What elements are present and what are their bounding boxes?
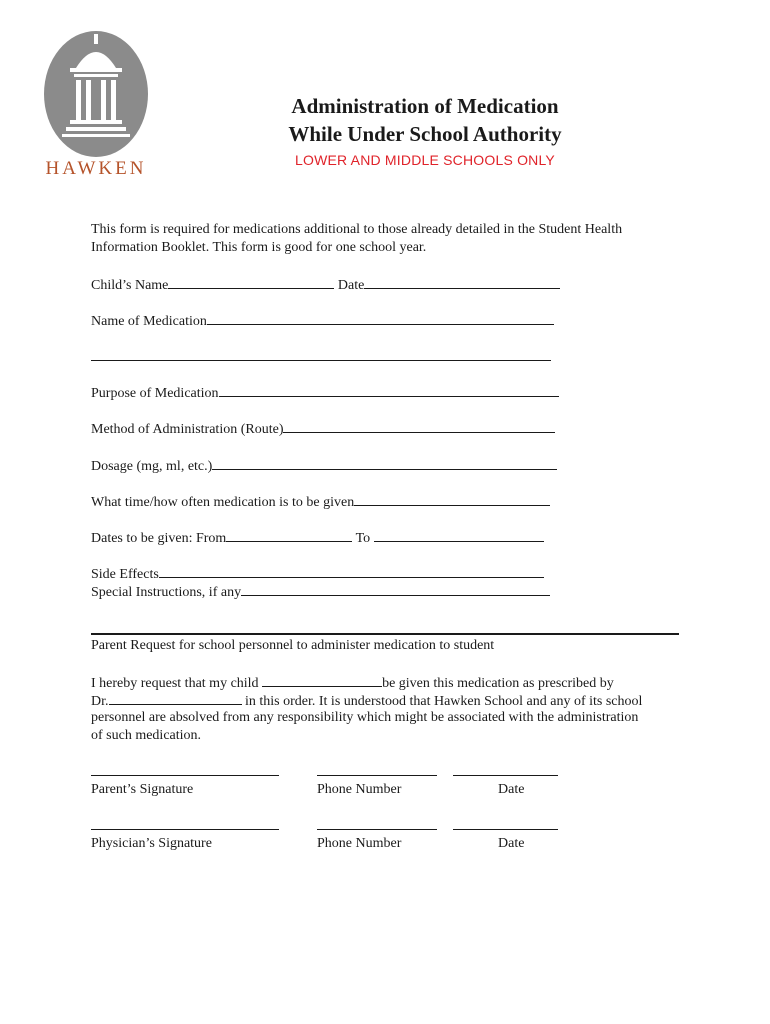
purpose-label: Purpose of Medication bbox=[91, 386, 219, 401]
side-effects-field[interactable] bbox=[159, 563, 544, 578]
request-line-4: of such medication. bbox=[91, 728, 202, 743]
title-line-1: Administration of Medication bbox=[291, 94, 559, 118]
date-field[interactable] bbox=[364, 274, 560, 289]
child-name-request-field[interactable] bbox=[262, 672, 382, 687]
dates-to-field[interactable] bbox=[374, 527, 544, 542]
medication-name-row bbox=[91, 310, 554, 331]
doctor-name-field[interactable] bbox=[109, 690, 242, 705]
special-instructions-label: Special Instructions, if any bbox=[91, 585, 242, 600]
request-line-3: personnel are absolved from any responsibility which might be associated with the administration bbox=[91, 710, 639, 725]
frequency-row bbox=[91, 491, 550, 512]
document-subtitle: LOWER AND MIDDLE SCHOOLS ONLY bbox=[295, 152, 555, 168]
request-line-1-start: I hereby request that my child bbox=[91, 676, 259, 691]
dates-from-field[interactable] bbox=[226, 527, 352, 542]
medication-name-label: Name of Medication bbox=[91, 314, 207, 329]
child-name-label: Child’s Name bbox=[91, 278, 169, 293]
medication-name-field[interactable] bbox=[207, 310, 554, 325]
request-line-1-end: be given this medication as prescribed by bbox=[382, 676, 614, 691]
method-field[interactable] bbox=[283, 418, 555, 433]
request-line-2-end: in this order. It is understood that Hawken School and any of its school bbox=[245, 694, 643, 709]
parent-date-field[interactable] bbox=[453, 775, 558, 776]
purpose-row bbox=[91, 382, 559, 403]
physician-phone-field[interactable] bbox=[317, 829, 437, 830]
parent-phone-field[interactable] bbox=[317, 775, 437, 776]
school-dome-icon bbox=[40, 30, 152, 158]
frequency-label: What time/how often medication is to be given bbox=[91, 495, 355, 510]
request-line-2-start: Dr. bbox=[91, 694, 109, 709]
physician-phone-label: Phone Number bbox=[317, 836, 402, 851]
hawken-logo bbox=[40, 30, 152, 180]
child-name-field[interactable] bbox=[168, 274, 334, 289]
special-instructions-row bbox=[91, 581, 550, 602]
intro-line-2: Information Booklet. This form is good for one school year. bbox=[91, 240, 427, 255]
title-line-2: While Under School Authority bbox=[288, 122, 562, 146]
dosage-row bbox=[91, 455, 557, 476]
medication-name-continuation-field[interactable] bbox=[91, 360, 551, 361]
dates-from-label: Dates to be given: From bbox=[91, 531, 227, 546]
physician-signature-label: Physician’s Signature bbox=[91, 836, 212, 851]
parent-signature-field[interactable] bbox=[91, 775, 279, 776]
method-label: Method of Administration (Route) bbox=[91, 422, 284, 437]
document-title bbox=[240, 92, 610, 148]
parent-date-label: Date bbox=[498, 782, 525, 797]
purpose-field[interactable] bbox=[219, 382, 559, 397]
physician-date-label: Date bbox=[498, 836, 525, 851]
frequency-field[interactable] bbox=[354, 491, 550, 506]
side-effects-label: Side Effects bbox=[91, 567, 159, 582]
logo-wordmark: HAWKEN bbox=[45, 158, 147, 179]
dosage-label: Dosage (mg, ml, etc.) bbox=[91, 459, 213, 474]
request-heading: Parent Request for school personnel to administer medication to student bbox=[91, 638, 495, 653]
child-name-row bbox=[91, 274, 560, 295]
date-label: Date bbox=[337, 278, 365, 293]
section-divider bbox=[91, 633, 679, 635]
intro-line-1: This form is required for medications additional to those already detailed in the Student Health bbox=[91, 222, 623, 237]
method-row bbox=[91, 418, 555, 439]
parent-phone-label: Phone Number bbox=[317, 782, 402, 797]
dates-to-label: To bbox=[355, 531, 371, 546]
physician-date-field[interactable] bbox=[453, 829, 558, 830]
parent-signature-label: Parent’s Signature bbox=[91, 782, 194, 797]
special-instructions-field[interactable] bbox=[241, 581, 550, 596]
physician-signature-field[interactable] bbox=[91, 829, 279, 830]
dosage-field[interactable] bbox=[212, 455, 557, 470]
dates-row bbox=[91, 527, 544, 548]
